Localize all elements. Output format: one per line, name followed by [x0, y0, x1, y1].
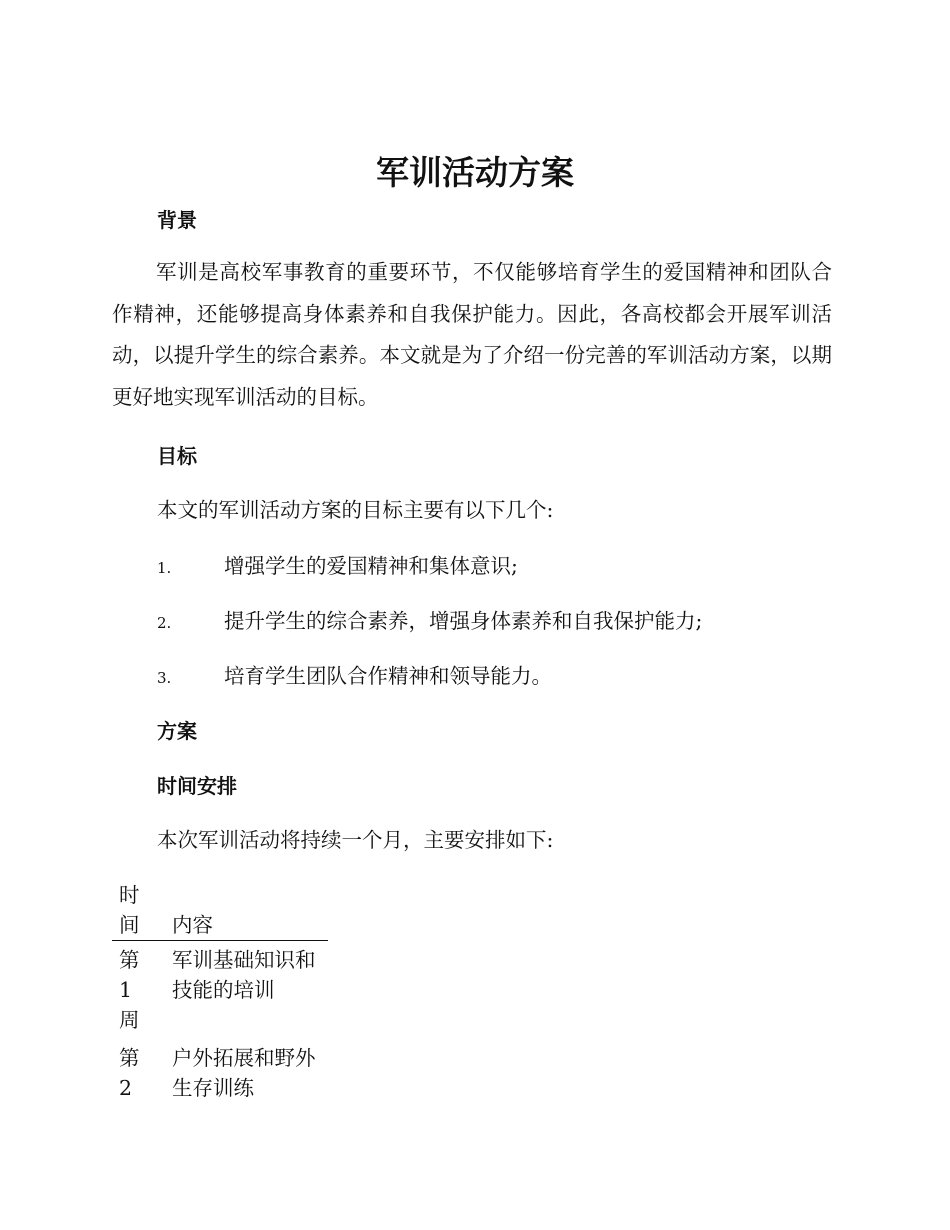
list-item — [157, 606, 702, 638]
background-paragraph: 军训是高校军事教育的重要环节，不仅能够培育学生的爱国精神和团队合作精神，还能够提高身体素养和自我保护能力。因此，各高校都会开展军训活动，以提升学生的综合素养。本文就是为了介绍一份完善的军训活动方案，以期更好地实现军训活动的目标。 — [112, 260, 832, 409]
document-title: 军训活动方案 — [376, 153, 574, 192]
list-number: 2. — [157, 614, 172, 632]
list-number: 3. — [157, 669, 172, 687]
schedule-intro: 本次军训活动将持续一个月，主要安排如下: — [157, 828, 554, 852]
table-cell-time: 第2 — [119, 1046, 140, 1100]
table-header-time: 时间 — [119, 883, 140, 937]
section-heading-goals: 目标 — [157, 444, 197, 468]
table-cell-content: 户外拓展和野外生存训练 — [172, 1046, 316, 1100]
list-item-text: 增强学生的爱国精神和集体意识; — [224, 554, 518, 578]
table-header-content: 内容 — [172, 913, 213, 937]
goals-intro: 本文的军训活动方案的目标主要有以下几个: — [157, 498, 554, 522]
table-row — [112, 1039, 328, 1107]
list-item-text: 培育学生团队合作精神和领导能力。 — [224, 664, 552, 688]
section-heading-background: 背景 — [157, 208, 197, 232]
table-row — [112, 941, 328, 1040]
table-cell-content: 军训基础知识和技能的培训 — [172, 948, 316, 1002]
list-item — [157, 551, 518, 583]
list-item — [157, 661, 552, 693]
table-header-row — [112, 880, 328, 941]
list-item-text: 提升学生的综合素养，增强身体素养和自我保护能力; — [224, 609, 703, 633]
section-heading-plan: 方案 — [157, 719, 197, 743]
schedule-table — [112, 880, 328, 1107]
subsection-heading-schedule: 时间安排 — [157, 774, 237, 798]
list-number: 1. — [157, 559, 172, 577]
table-cell-time: 第1周 — [119, 948, 140, 1032]
